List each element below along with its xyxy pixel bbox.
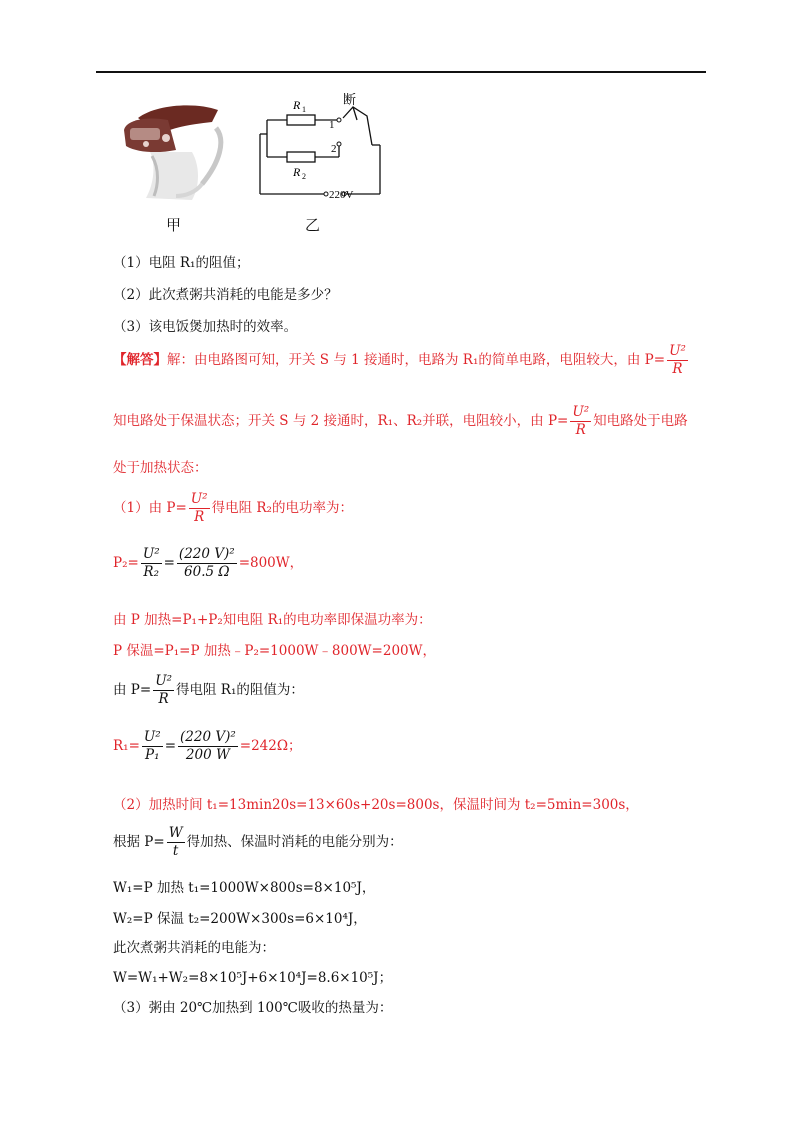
- answer-by-line: 根据 P= $\frac{W}{t}$ 得加热、保温时消耗的电能分别为：: [113, 825, 403, 859]
- label-r1: R: [293, 98, 301, 112]
- formula-u2-over-r2: $\frac{\text{U²}}{\text{R₂}}$: [142, 546, 160, 580]
- answer-w2-line: W₂=P 保温 t₂=200W×300s=6×10⁴J，: [113, 911, 367, 927]
- answer-intro-line-2: 知电路处于保温状态；开关 S 与 2 接通时，R₁、R₂并联，电阻较小，由 P= $\frac{\text{U²}}{R}$ 知电路处于电路: [113, 404, 688, 438]
- answer-pbw-line: P 保温=P₁=P 加热﹣P₂=1000W﹣800W=200W，: [113, 643, 437, 659]
- answer-intro-a: 解：由电路图可知，开关 S 与 1 接通时，电路为 R₁的简单电路，电阻较大，由 P=: [167, 352, 666, 368]
- label-pos1: 1: [329, 119, 335, 131]
- question-2: （2）此次煮粥共消耗的电能是多少？: [113, 287, 338, 303]
- answer-intro-line-1: [113, 343, 690, 378]
- formula-w-over-t: $\frac{W}{t}$: [168, 825, 183, 859]
- question-1: （1）电阻 R₁的阻值；: [113, 255, 250, 271]
- label-switch: 断: [343, 93, 357, 108]
- answer-part1-line: （1）由 P= $\frac{\text{U²}}{R}$ 得电阻 R₂的电功率为：: [113, 491, 353, 525]
- answer-r1-from-line: 由 P= $\frac{\text{U²}}{R}$ 得电阻 R₁的阻值为：: [113, 673, 304, 707]
- circuit-diagram: [255, 92, 390, 204]
- formula-u2-over-r: $\frac{\text{U²}}{R}$: [572, 404, 590, 438]
- answer-p2-equation: P₂= $\frac{\text{U²}}{\text{R₂}}$ = $\frac{\text{(220 V)²}}{60.5 \Omega}$ =800W，: [113, 546, 304, 580]
- label-r2-sub: 2: [302, 172, 306, 181]
- label-r2: R: [293, 165, 301, 179]
- answer-time-line: （2）加热时间 t₁=13min20s=13×60s+20s=800s，保温时间为 t₂=5min=300s，: [113, 797, 639, 813]
- header-rule: [96, 71, 706, 73]
- answer-r1-equation: R₁= $\frac{\text{U²}}{\text{P₁}}$ = $\frac{\text{(220 V)²}}{200 W}$ =242Ω；: [113, 729, 302, 763]
- figure-caption-a: 甲: [166, 216, 182, 234]
- rice-cooker-image: [116, 100, 238, 208]
- answer-intro-line-3: 处于加热状态：: [113, 460, 208, 476]
- answer-sum-line: 由 P 加热=P₁+P₂知电阻 R₁的电功率即保温功率为：: [113, 612, 432, 628]
- formula-u2-over-r: $\frac{\text{U²}}{R}$: [190, 491, 208, 525]
- answer-q3-line: （3）粥由 20℃加热到 100℃吸收的热量为：: [113, 1000, 393, 1016]
- label-pos2: 2: [331, 143, 337, 155]
- formula-u2-over-r: $\frac{\text{U²}}{R}$: [155, 673, 172, 707]
- question-3: （3）该电饭煲加热时的效率。: [113, 319, 298, 335]
- formula-220-over-200: $\frac{\text{(220 V)²}}{200 W}$: [180, 729, 236, 763]
- answer-tag: 【解答】: [113, 352, 167, 368]
- answer-total-label: 此次煮粥共消耗的电能为：: [113, 940, 275, 956]
- label-voltage: 220V: [329, 189, 354, 201]
- figure-caption-b: 乙: [305, 216, 321, 234]
- answer-total-line: W=W₁+W₂=8×10⁵J+6×10⁴J=8.6×10⁵J；: [113, 970, 393, 986]
- formula-u2-over-r: $\frac{\text{U²}}{R}$: [669, 343, 686, 377]
- label-r1-sub: 1: [302, 105, 306, 114]
- formula-u2-over-p1: $\frac{\text{U²}}{\text{P₁}}$: [143, 729, 161, 763]
- formula-220-over-605: $\frac{\text{(220 V)²}}{60.5 \Omega}$: [178, 546, 235, 580]
- answer-w1-line: W₁=P 加热 t₁=1000W×800s=8×10⁵J，: [113, 880, 376, 896]
